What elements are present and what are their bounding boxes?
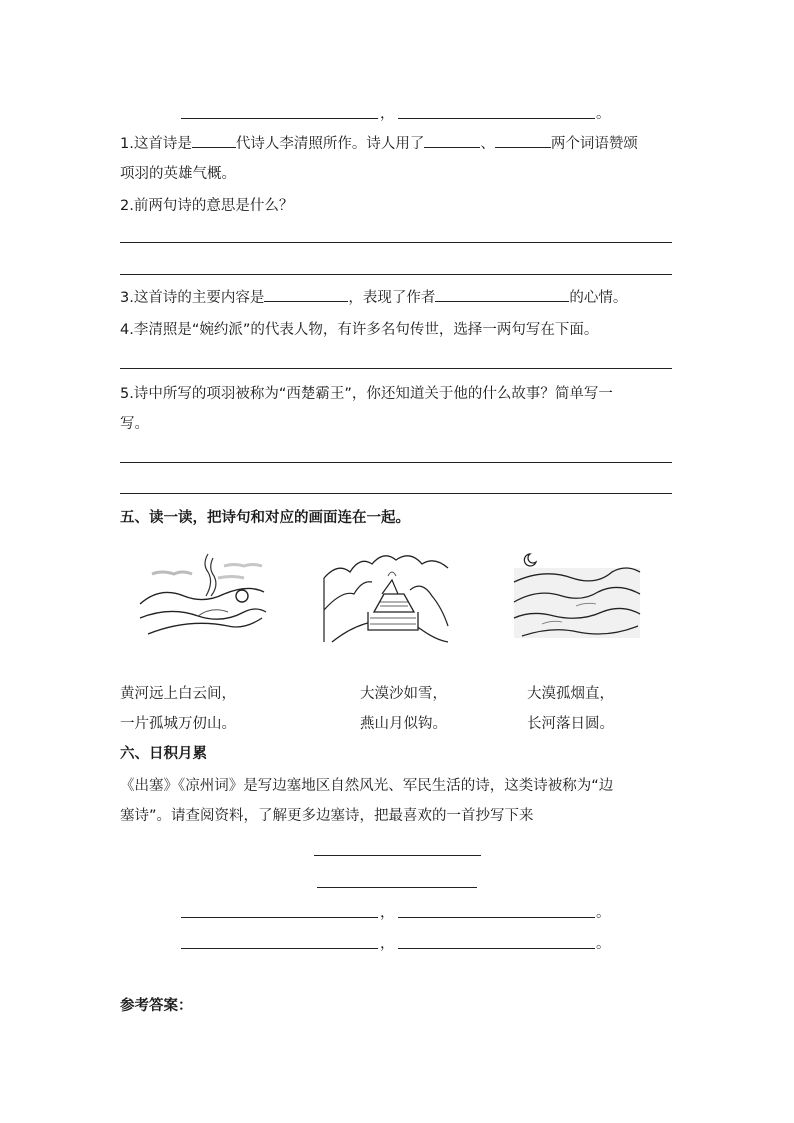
answers-title: 参考答案： [120,998,193,1014]
comma: ， [380,936,395,952]
question-2: 2.前两句诗的意思是什么？ [120,198,294,214]
answer-line[interactable] [120,368,672,369]
q3-text-b: ，表现了作者 [348,290,436,306]
question-5-line1: 5.诗中所写的项羽被称为“西楚霸王”，你还知道关于他的什么故事？简单写一 [120,386,613,402]
poem-blank-right[interactable] [398,917,595,918]
poem-title-blank[interactable] [314,855,481,856]
section-6-line2: 塞诗”。请查阅资料，了解更多边塞诗，把最喜欢的一首抄写下来 [120,808,534,824]
q1-text-a: 1.这首诗是 [120,136,192,152]
answer-line[interactable] [120,493,672,494]
picture-desert-moon[interactable] [512,548,642,643]
poem-blank-left-top[interactable] [181,118,378,119]
question-3 [120,288,627,308]
q1-text-b: 代诗人李清照所作。诗人用了 [235,136,425,152]
verse-3-line1[interactable]: 大漠孤烟直， [527,686,614,702]
comma: ， [380,905,395,921]
verse-2-line2[interactable]: 燕山月似钩。 [360,716,447,732]
picture-river-mountain[interactable] [138,552,268,642]
q1-blank-dynasty[interactable] [192,135,236,148]
poem-blank-left[interactable] [181,917,378,918]
poem-blank-right[interactable] [398,948,595,949]
verse-3-line2[interactable]: 长河落日圆。 [527,716,614,732]
question-1 [120,134,638,154]
q1-text-d: 两个词语赞颂 [550,136,638,152]
answer-line[interactable] [120,462,672,463]
question-5-line2: 写。 [120,416,149,432]
q1-blank-word2[interactable] [495,135,551,148]
section-6-title: 六、日积月累 [120,746,207,762]
answer-line[interactable] [120,242,672,243]
q3-blank-feeling[interactable] [435,289,569,302]
q1-blank-word1[interactable] [424,135,480,148]
section-5-title: 五、读一读，把诗句和对应的画面连在一起。 [120,510,410,526]
period: 。 [596,106,611,122]
comma: ， [380,106,395,122]
q1-text-c: 、 [480,136,495,152]
poem-blank-right-top[interactable] [398,118,595,119]
poem-blank-left[interactable] [181,948,378,949]
picture-mountain-fortress[interactable] [322,550,452,645]
question-1-continued: 项羽的英雄气概。 [120,166,236,182]
verse-1-line2[interactable]: 一片孤城万仞山。 [120,716,236,732]
period: 。 [596,905,611,921]
poem-author-blank[interactable] [317,887,477,888]
question-4: 4.李清照是“婉约派”的代表人物，有许多名句传世，选择一两句写在下面。 [120,322,599,338]
q3-text-a: 3.这首诗的主要内容是 [120,290,265,306]
period: 。 [596,936,611,952]
q3-blank-content[interactable] [264,289,348,302]
q3-text-c: 的心情。 [569,290,628,306]
verse-1-line1[interactable]: 黄河远上白云间， [120,686,236,702]
answer-line[interactable] [120,274,672,275]
verse-2-line1[interactable]: 大漠沙如雪， [360,686,447,702]
section-6-line1: 《出塞》《凉州词》是写边塞地区自然风光、军民生活的诗，这类诗被称为“边 [120,778,614,794]
